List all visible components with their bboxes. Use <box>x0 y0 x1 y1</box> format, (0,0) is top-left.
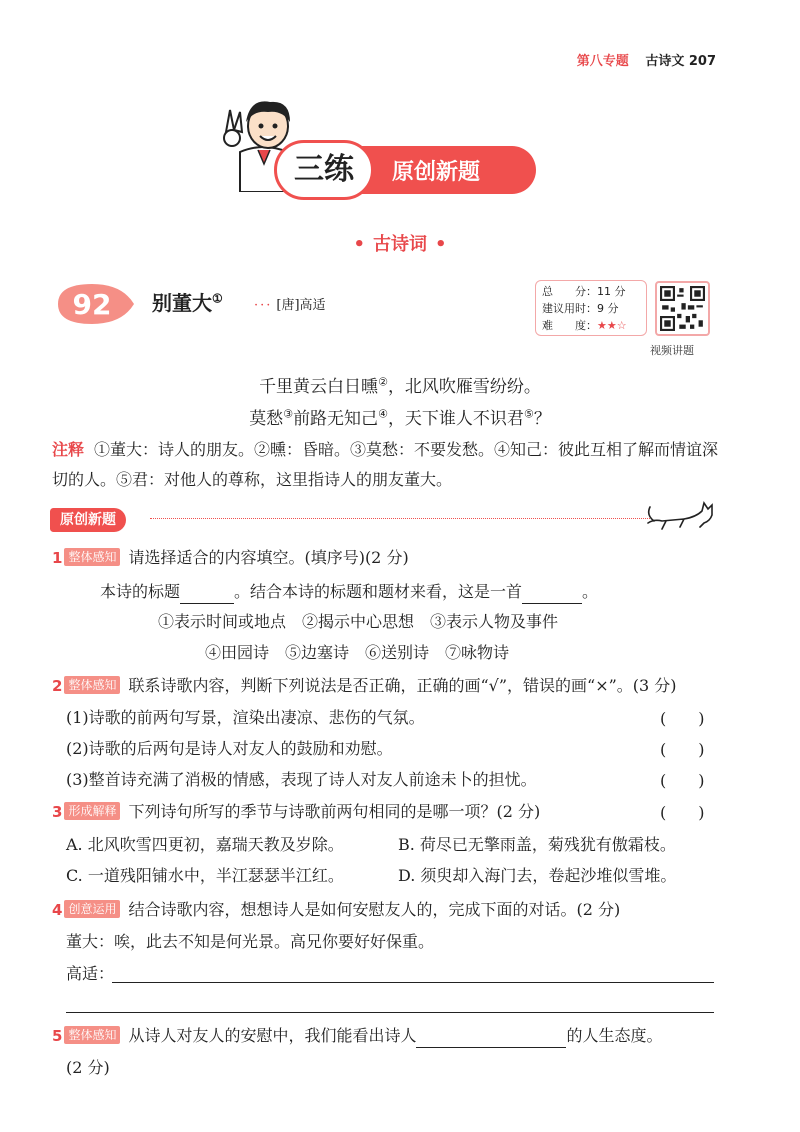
q1-prompt: 请选择适合的内容填空。(填序号)(2 分) <box>128 548 409 567</box>
q1-tag: 整体感知 <box>64 548 120 566</box>
poem-line-2: 莫愁③前路无知己④，天下谁人不识君⑤？ <box>249 407 551 429</box>
q5-score: (2 分) <box>66 1058 110 1077</box>
poem-number: 92 <box>72 288 112 321</box>
q4-answer-line-2[interactable] <box>66 1012 714 1013</box>
q5-tag: 整体感知 <box>64 1026 120 1044</box>
section-title <box>0 230 800 256</box>
q5-prompt: 从诗人对友人的安慰中，我们能看出诗人 <box>128 1026 417 1045</box>
page-header <box>577 50 716 69</box>
q1-options-row-2: ④田园诗 ⑤边塞诗 ⑥送别诗 ⑦咏物诗 <box>205 643 510 662</box>
banner-main: 三练 <box>274 140 374 200</box>
star-empty-icon: ☆ <box>616 319 627 332</box>
annotations-label: 注释 <box>52 440 85 459</box>
q2-answer-1[interactable]: ( ) <box>660 709 705 728</box>
q4-prompt: 结合诗歌内容，想想诗人是如何安慰友人的，完成下面的对话。(2 分) <box>128 900 621 919</box>
header-subject: 古诗文 <box>645 54 685 69</box>
section-title-text: 古诗词 <box>373 234 427 255</box>
q1-fill-line: 本诗的标题 。结合本诗的标题和题材来看，这是一首 。 <box>100 580 598 604</box>
q3-answer[interactable]: ( ) <box>660 803 705 822</box>
question-4: 4 创意运用 结合诗歌内容，想想诗人是如何安慰友人的，完成下面的对话。(2 分) <box>52 900 621 919</box>
q2-tag: 整体感知 <box>64 676 120 694</box>
qr-code-icon <box>660 286 705 331</box>
poem-title <box>152 287 223 316</box>
q3-tag: 形成解释 <box>64 802 120 820</box>
q3-option-d: D. 须臾却入海门去，卷起沙堆似雪堆。 <box>398 866 677 885</box>
q2-prompt: 联系诗歌内容，判断下列说法是否正确，正确的画“√”，错误的画“×”。(3 分) <box>128 676 677 695</box>
info-time: 建议用时：9 分 <box>542 302 619 315</box>
poem-number-badge <box>52 280 136 328</box>
qr-code[interactable] <box>655 281 710 336</box>
author-name: [唐]高适 <box>276 298 326 313</box>
cat-icon <box>644 497 716 531</box>
poem-title-note: ① <box>212 291 223 306</box>
info-box <box>535 280 647 336</box>
section-divider <box>150 518 652 519</box>
q4-dialog: 董大：唉，此去不知是何光景。高兄你要好好保重。 <box>66 932 435 951</box>
question-5: 5 整体感知 从诗人对友人的安慰中，我们能看出诗人 的人生态度。 <box>52 1024 662 1048</box>
qr-label: 视频讲题 <box>650 344 694 357</box>
section-dot-right: • <box>435 234 447 255</box>
annotations <box>52 435 722 495</box>
q5-blank[interactable] <box>416 1047 566 1048</box>
info-total: 总 分：11 分 <box>542 285 626 298</box>
q3-option-a: A. 北风吹雪四更初，嘉瑞天教及岁除。 <box>66 835 344 854</box>
section-dot-left: • <box>353 234 365 255</box>
q2-answer-3[interactable]: ( ) <box>660 771 705 790</box>
original-section-label: 原创新题 <box>50 508 126 532</box>
q2-item-3: (3)整首诗充满了消极的情感，表现了诗人对友人前途未卜的担忧。 <box>66 770 537 789</box>
poem-author <box>254 294 326 313</box>
banner-subtitle: 原创新题 <box>392 160 481 185</box>
q4-answer-line-1[interactable] <box>112 982 714 983</box>
q1-options-row-1: ①表示时间或地点 ②揭示中心思想 ③表示人物及事件 <box>158 612 559 631</box>
q4-answer-label: 高适： <box>66 964 115 983</box>
q3-option-b: B. 荷尽已无擎雨盖，菊残犹有傲霜枝。 <box>398 835 676 854</box>
question-2: 2 整体感知 联系诗歌内容，判断下列说法是否正确，正确的画“√”，错误的画“×”。(3 分) <box>52 676 677 695</box>
poem-title-text: 别董大 <box>152 291 212 315</box>
poem-line-1: 千里黄云白日曛②，北风吹雁雪纷纷。 <box>259 375 541 397</box>
q2-answer-2[interactable]: ( ) <box>660 740 705 759</box>
star-icons: ★★ <box>597 319 617 332</box>
q4-tag: 创意运用 <box>64 900 120 918</box>
info-difficulty: 难 度：★★☆ <box>542 319 627 332</box>
q2-item-2: (2)诗歌的后两句是诗人对友人的鼓励和劝慰。 <box>66 739 393 758</box>
q1-blank-2[interactable] <box>522 603 582 604</box>
q2-item-1: (1)诗歌的前两句写景，渲染出凄凉、悲伤的气氛。 <box>66 708 425 727</box>
question-3: 3 形成解释 下列诗句所写的季节与诗歌前两句相同的是哪一项？(2 分) <box>52 802 541 821</box>
annotations-text: ①董大：诗人的朋友。②曛：昏暗。③莫愁：不要发愁。④知己：彼此互相了解而情谊深切的人。⑤君：对他人的尊称，这里指诗人的朋友董大。 <box>52 440 719 489</box>
header-page-number: 207 <box>688 54 716 69</box>
q1-blank-1[interactable] <box>180 603 234 604</box>
question-1: 1 整体感知 请选择适合的内容填空。(填序号)(2 分) <box>52 548 409 567</box>
author-dots: ··· <box>254 298 273 313</box>
q3-prompt: 下列诗句所写的季节与诗歌前两句相同的是哪一项？(2 分) <box>128 802 541 821</box>
q3-option-c: C. 一道残阳铺水中，半江瑟瑟半江红。 <box>66 866 344 885</box>
header-topic: 第八专题 <box>576 54 629 69</box>
